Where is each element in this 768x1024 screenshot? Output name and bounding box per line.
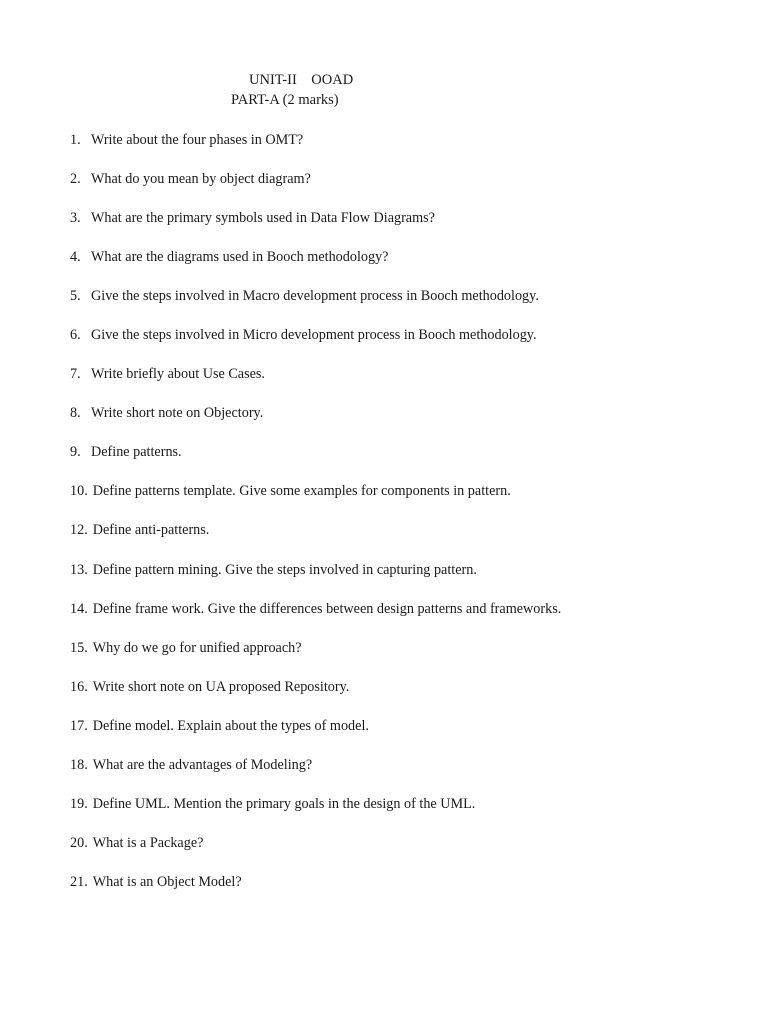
question-text: Define patterns. [91, 444, 182, 461]
question-text: What is an Object Model? [92, 873, 242, 890]
question-text: What are the advantages of Modeling? [92, 756, 313, 773]
question-item [70, 794, 730, 833]
question-item [70, 599, 730, 638]
question-item [70, 208, 730, 247]
question-item [70, 755, 730, 794]
question-text: Give the steps involved in Macro development process in Booch methodology. [91, 288, 539, 305]
question-number: 10. [70, 483, 88, 500]
question-item [70, 403, 730, 442]
question-number: 4. [70, 249, 81, 266]
question-item [70, 247, 730, 286]
question-number: 1. [70, 132, 81, 148]
question-item [70, 481, 730, 520]
question-text: Define UML. Mention the primary goals in the design of the UML. [92, 795, 476, 812]
question-number: 9. [70, 444, 81, 461]
question-number: 14. [70, 600, 88, 617]
question-item [70, 638, 730, 677]
question-text: Define patterns template. Give some examples for components in pattern. [92, 483, 511, 500]
question-text: Define frame work. Give the differences between design patterns and frameworks. [92, 600, 562, 617]
question-item [70, 169, 730, 208]
question-item [70, 716, 730, 755]
unit-title: UNIT-II OOAD [249, 72, 354, 88]
question-text: What are the primary symbols used in Data Flow Diagrams? [91, 210, 435, 227]
question-text: Write short note on UA proposed Repository. [92, 678, 350, 695]
question-text: Define model. Explain about the types of model. [92, 717, 369, 734]
question-text: Define pattern mining. Give the steps involved in capturing pattern. [92, 561, 477, 578]
question-item [70, 520, 730, 559]
question-number: 2. [70, 171, 81, 188]
question-item [70, 677, 730, 716]
question-item [70, 442, 730, 481]
question-text: What do you mean by object diagram? [91, 171, 311, 188]
question-text: Write briefly about Use Cases. [91, 366, 265, 383]
question-number: 18. [70, 756, 88, 773]
question-number: 16. [70, 678, 88, 695]
question-item [70, 286, 730, 325]
question-number: 5. [70, 288, 81, 305]
question-number: 17. [70, 717, 88, 734]
question-text: What are the diagrams used in Booch methodology? [91, 249, 389, 266]
question-text: Write short note on Objectory. [91, 405, 264, 422]
question-number: 12. [70, 522, 88, 539]
question-item [70, 560, 730, 599]
question-number: 8. [70, 405, 81, 422]
question-text: What is a Package? [92, 834, 204, 851]
question-item [70, 833, 730, 872]
question-text: Define anti-patterns. [92, 522, 210, 539]
question-text: Why do we go for unified approach? [92, 639, 302, 656]
question-text: Write about the four phases in OMT? [91, 132, 304, 148]
part-title: PART-A (2 marks) [231, 92, 339, 108]
question-item [70, 872, 730, 911]
question-number: 3. [70, 210, 81, 227]
question-number: 13. [70, 561, 88, 578]
question-item [70, 325, 730, 364]
question-number: 21. [70, 873, 88, 890]
question-item [70, 364, 730, 403]
question-item [70, 130, 730, 169]
question-number: 19. [70, 795, 88, 812]
question-number: 6. [70, 327, 81, 344]
question-text: Give the steps involved in Micro development process in Booch methodology. [91, 327, 537, 344]
question-list [70, 130, 730, 911]
question-number: 7. [70, 366, 81, 383]
question-number: 15. [70, 639, 88, 656]
question-number: 20. [70, 834, 88, 851]
